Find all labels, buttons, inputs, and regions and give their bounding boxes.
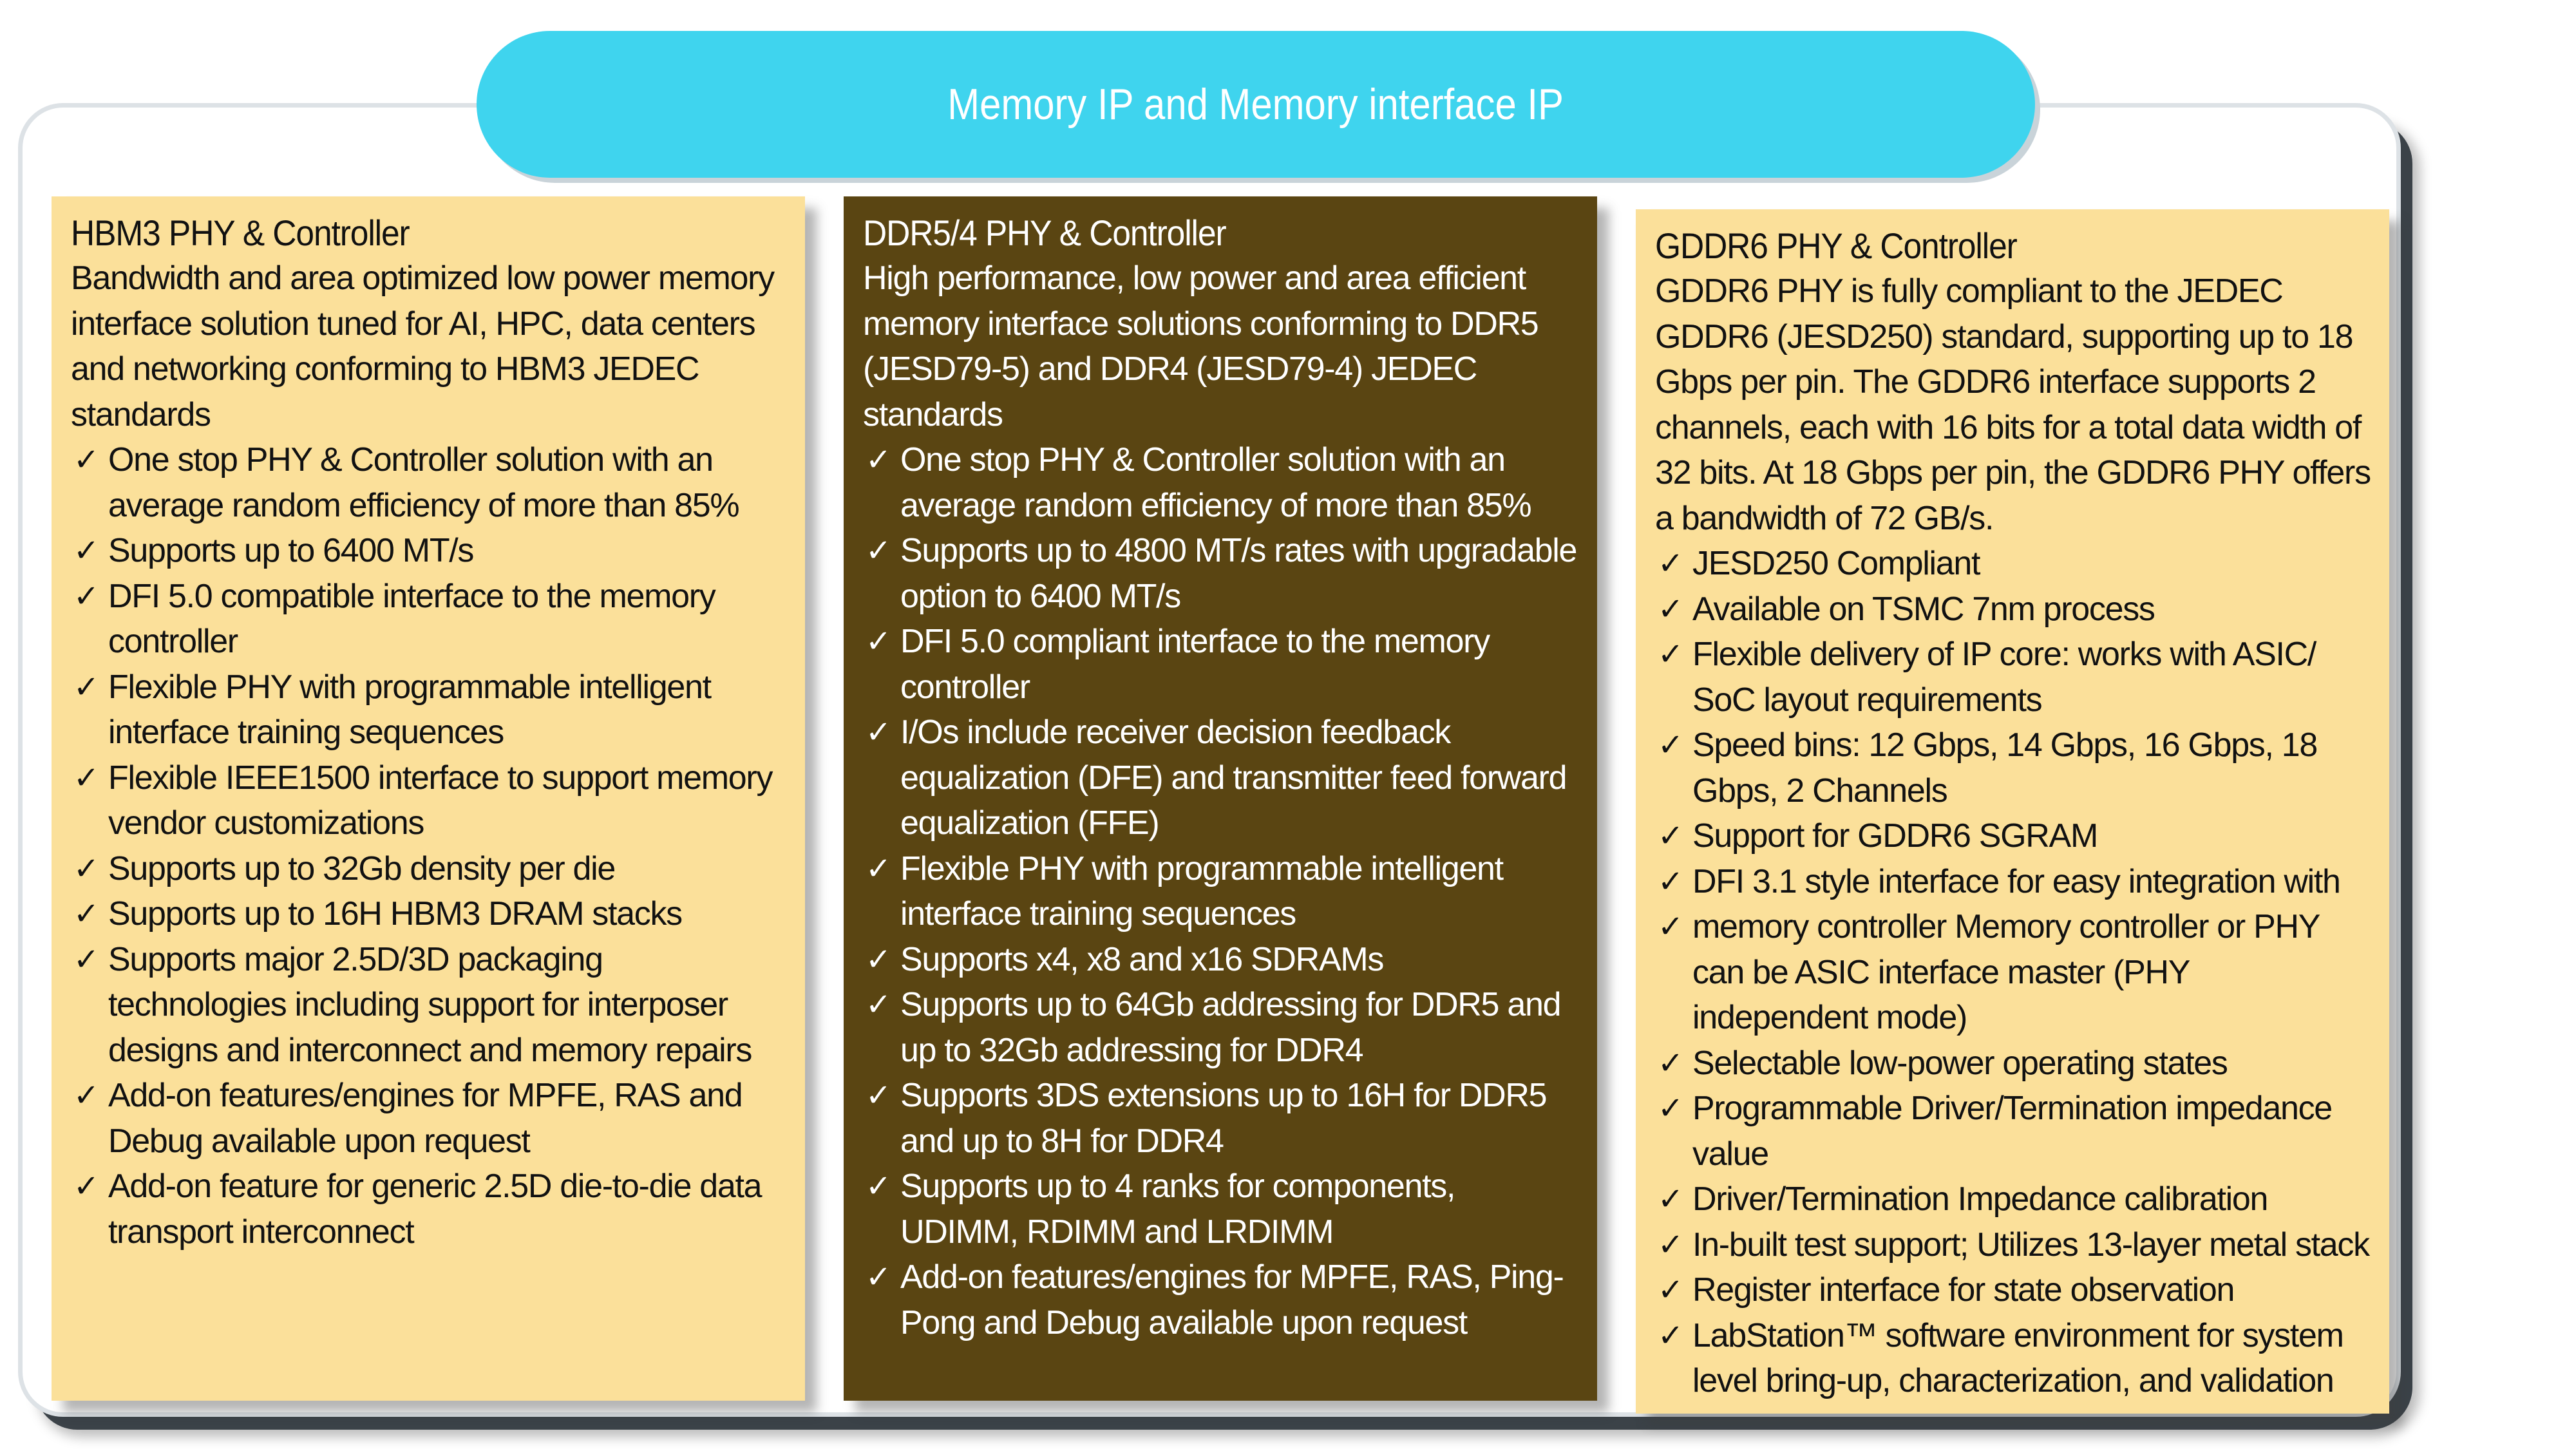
list-item (71, 846, 787, 892)
list-item-text: Available on TSMC 7nm process (1692, 590, 2155, 628)
list-item-text: Supports up to 6400 MT/s (108, 532, 474, 569)
check-icon: ✓ (1658, 1272, 1683, 1308)
check-icon: ✓ (73, 442, 99, 478)
list-item-text: JESD250 Compliant (1692, 545, 1980, 582)
list-item (1655, 813, 2371, 859)
feature-list (71, 437, 787, 1255)
check-icon: ✓ (73, 668, 99, 705)
list-item-text: DFI 5.0 compliant interface to the memory controller (900, 623, 1490, 706)
list-item (71, 891, 787, 937)
list-item-text: Supports up to 4 ranks for components, UDIMM, RDIMM and LRDIMM (900, 1168, 1455, 1251)
check-icon: ✓ (866, 1077, 891, 1113)
list-item-text: Supports major 2.5D/3D packaging technologies including support for interposer designs and interconnect and memory repairs (108, 940, 752, 1069)
list-item-text: One stop PHY & Controller solution with an average random efficiency of more than 85% (108, 441, 739, 524)
check-icon: ✓ (1658, 591, 1683, 627)
check-icon: ✓ (866, 714, 891, 750)
panel-intro: High performance, low power and area efficient memory interface solutions conforming to DDR5 (JESD79-5) and DDR4 (JESD79-4) JEDEC standards (863, 260, 1539, 433)
gddr6-panel (1636, 209, 2389, 1414)
list-item (1655, 1267, 2371, 1313)
feature-list (863, 437, 1579, 1345)
list-item-text: LabStation™ software environment for system level bring-up, characterization, and validation (1692, 1316, 2344, 1399)
list-item-text: Add-on feature for generic 2.5D die-to-die data transport interconnect (108, 1168, 762, 1251)
list-item (71, 437, 787, 528)
list-item (863, 710, 1579, 846)
page-title: Memory IP and Memory interface IP (947, 80, 1564, 129)
list-item-text: Selectable low-power operating states (1692, 1044, 2228, 1082)
list-item-text: Programmable Driver/Termination impedance value (1692, 1090, 2332, 1173)
list-item (71, 574, 787, 665)
list-item (1655, 1313, 2371, 1404)
list-item (863, 437, 1579, 528)
list-item-text: Flexible PHY with programmable intelligent interface training sequences (108, 668, 711, 751)
check-icon: ✓ (866, 1259, 891, 1295)
list-item-text: Add-on features/engines for MPFE, RAS and Debug available upon request (108, 1077, 743, 1160)
list-item-text: Register interface for state observation (1692, 1271, 2235, 1309)
list-item-text: Driver/Termination Impedance calibration (1692, 1180, 2268, 1218)
panel-title: DDR5/4 PHY & Controller (863, 213, 1226, 253)
check-icon: ✓ (1658, 1090, 1683, 1126)
list-item-text: Support for GDDR6 SGRAM (1692, 817, 2098, 855)
check-icon: ✓ (73, 850, 99, 887)
list-item (863, 528, 1579, 619)
list-item-text: Flexible delivery of IP core: works with ASIC/ SoC layout requirements (1692, 636, 2316, 719)
list-item-text: Supports up to 32Gb density per die (108, 849, 616, 887)
list-item (863, 1164, 1579, 1255)
list-item (1655, 859, 2371, 905)
list-item (71, 1073, 787, 1164)
list-item (1655, 904, 2371, 1041)
panel-title: GDDR6 PHY & Controller (1655, 225, 2017, 266)
ddr5-4-panel (844, 196, 1597, 1401)
panel-intro: GDDR6 PHY is fully compliant to the JEDEC GDDR6 (JESD250) standard, supporting up to 18 Gbps per pin. The GDDR6 interface supports 2 channels, each with 16 bits for a total data width of 32 bits. At 18 Gbps per pin, the GDDR6 PHY offers a bandwidth of 72 GB/s. (1655, 272, 2371, 537)
list-item-text: Supports up to 16H HBM3 DRAM stacks (108, 895, 682, 933)
panel-title: HBM3 PHY & Controller (71, 213, 410, 253)
check-icon: ✓ (1658, 863, 1683, 900)
list-item (71, 665, 787, 755)
list-item-text: Flexible PHY with programmable intelligent interface training sequences (900, 849, 1503, 933)
list-item-text: In-built test support; Utilizes 13-layer metal stack (1692, 1226, 2369, 1264)
check-icon: ✓ (866, 442, 891, 478)
check-icon: ✓ (73, 941, 99, 978)
check-icon: ✓ (866, 850, 891, 887)
list-item (1655, 632, 2371, 723)
list-item-text: Supports up to 4800 MT/s rates with upgradable option to 6400 MT/s (900, 532, 1577, 615)
check-icon: ✓ (73, 896, 99, 932)
check-icon: ✓ (1658, 1045, 1683, 1081)
check-icon: ✓ (1658, 818, 1683, 854)
feature-list (1655, 541, 2371, 1404)
list-item (71, 755, 787, 846)
check-icon: ✓ (1658, 1181, 1683, 1217)
check-icon: ✓ (73, 578, 99, 614)
check-icon: ✓ (73, 1077, 99, 1113)
check-icon: ✓ (1658, 1226, 1683, 1263)
list-item (71, 528, 787, 574)
list-item-text: memory controller Memory controller or PHY can be ASIC interface master (PHY independent mode) (1692, 908, 2320, 1036)
list-item-text: DFI 3.1 style interface for easy integration with (1692, 862, 2340, 900)
list-item (1655, 541, 2371, 587)
list-item-text: Supports up to 64Gb addressing for DDR5 and up to 32Gb addressing for DDR4 (900, 986, 1561, 1069)
list-item (863, 846, 1579, 937)
panel-intro: Bandwidth and area optimized low power memory interface solution tuned for AI, HPC, data centers and networking conforming to HBM3 JEDEC standards (71, 260, 774, 433)
check-icon: ✓ (866, 623, 891, 659)
list-item (1655, 1222, 2371, 1268)
list-item-text: DFI 5.0 compatible interface to the memory controller (108, 577, 715, 660)
check-icon: ✓ (1658, 545, 1683, 582)
list-item-text: Supports 3DS extensions up to 16H for DDR5 and up to 8H for DDR4 (900, 1077, 1547, 1160)
list-item (863, 1255, 1579, 1345)
title-banner (477, 31, 2035, 178)
check-icon: ✓ (73, 1168, 99, 1204)
list-item (1655, 587, 2371, 632)
list-item-text: One stop PHY & Controller solution with an average random efficiency of more than 85% (900, 441, 1531, 524)
check-icon: ✓ (866, 987, 891, 1023)
list-item (1655, 1177, 2371, 1222)
check-icon: ✓ (1658, 1317, 1683, 1354)
list-item (71, 937, 787, 1074)
check-icon: ✓ (866, 1168, 891, 1204)
check-icon: ✓ (1658, 909, 1683, 945)
list-item (863, 982, 1579, 1073)
check-icon: ✓ (866, 941, 891, 978)
check-icon: ✓ (866, 533, 891, 569)
list-item (863, 1073, 1579, 1164)
list-item (863, 619, 1579, 710)
list-item (1655, 1041, 2371, 1086)
list-item (1655, 1086, 2371, 1177)
check-icon: ✓ (73, 533, 99, 569)
check-icon: ✓ (73, 759, 99, 796)
list-item-text: Speed bins: 12 Gbps, 14 Gbps, 16 Gbps, 18 Gbps, 2 Channels (1692, 726, 2318, 810)
list-item (863, 937, 1579, 983)
hbm3-panel (52, 196, 805, 1401)
list-item-text: Supports x4, x8 and x16 SDRAMs (900, 940, 1384, 978)
check-icon: ✓ (1658, 636, 1683, 672)
list-item-text: I/Os include receiver decision feedback equalization (DFE) and transmitter feed forward equalization (FFE) (900, 714, 1567, 842)
list-item (1655, 723, 2371, 813)
list-item-text: Add-on features/engines for MPFE, RAS, Ping-Pong and Debug available upon request (900, 1258, 1564, 1341)
list-item-text: Flexible IEEE1500 interface to support memory vendor customizations (108, 759, 773, 842)
list-item (71, 1164, 787, 1255)
check-icon: ✓ (1658, 727, 1683, 763)
